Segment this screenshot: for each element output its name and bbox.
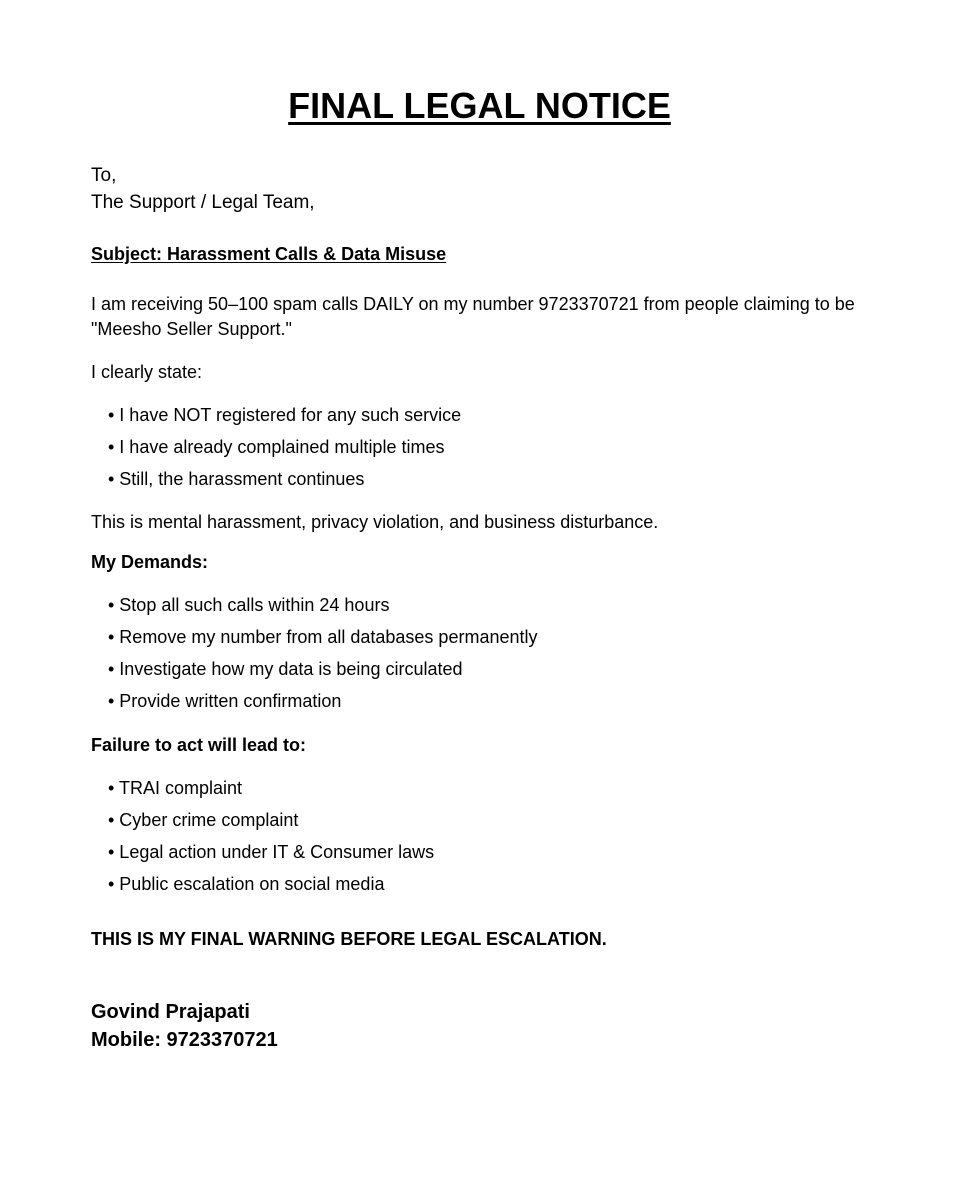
notice-title: FINAL LEGAL NOTICE xyxy=(288,85,671,126)
signature-name: Govind Prajapati xyxy=(91,1001,250,1023)
statement-item: • Still, the harassment continues xyxy=(108,469,365,489)
clearly-state-line: I clearly state: xyxy=(91,362,203,382)
statement-item: • I have NOT registered for any such service xyxy=(108,405,462,425)
consequence-item: • Cyber crime complaint xyxy=(108,810,299,830)
demand-item: • Investigate how my data is being circulated xyxy=(108,659,463,679)
demand-item: • Stop all such calls within 24 hours xyxy=(108,595,390,615)
demand-item: • Provide written confirmation xyxy=(108,691,342,711)
signature-mobile: Mobile: 9723370721 xyxy=(91,1029,278,1051)
subject-line: Subject: Harassment Calls & Data Misuse xyxy=(91,244,447,264)
final-warning: THIS IS MY FINAL WARNING BEFORE LEGAL ESCALATION. xyxy=(91,929,607,949)
recipient-line: The Support / Legal Team, xyxy=(91,192,315,213)
failure-heading: Failure to act will lead to: xyxy=(91,735,307,755)
consequence-item: • TRAI complaint xyxy=(108,778,243,798)
demand-item: • Remove my number from all databases permanently xyxy=(108,627,538,647)
demands-heading: My Demands: xyxy=(91,552,209,572)
consequence-item: • Legal action under IT & Consumer laws xyxy=(108,842,435,862)
statement-item: • I have already complained multiple times xyxy=(108,437,445,457)
consequence-item: • Public escalation on social media xyxy=(108,874,385,894)
harassment-line: This is mental harassment, privacy violation, and business disturbance. xyxy=(91,512,659,532)
to-line: To, xyxy=(91,165,117,186)
intro-paragraph: I am receiving 50–100 spam calls DAILY on my number 9723370721 from people claiming to be "Meesho Seller Support." xyxy=(91,294,855,339)
